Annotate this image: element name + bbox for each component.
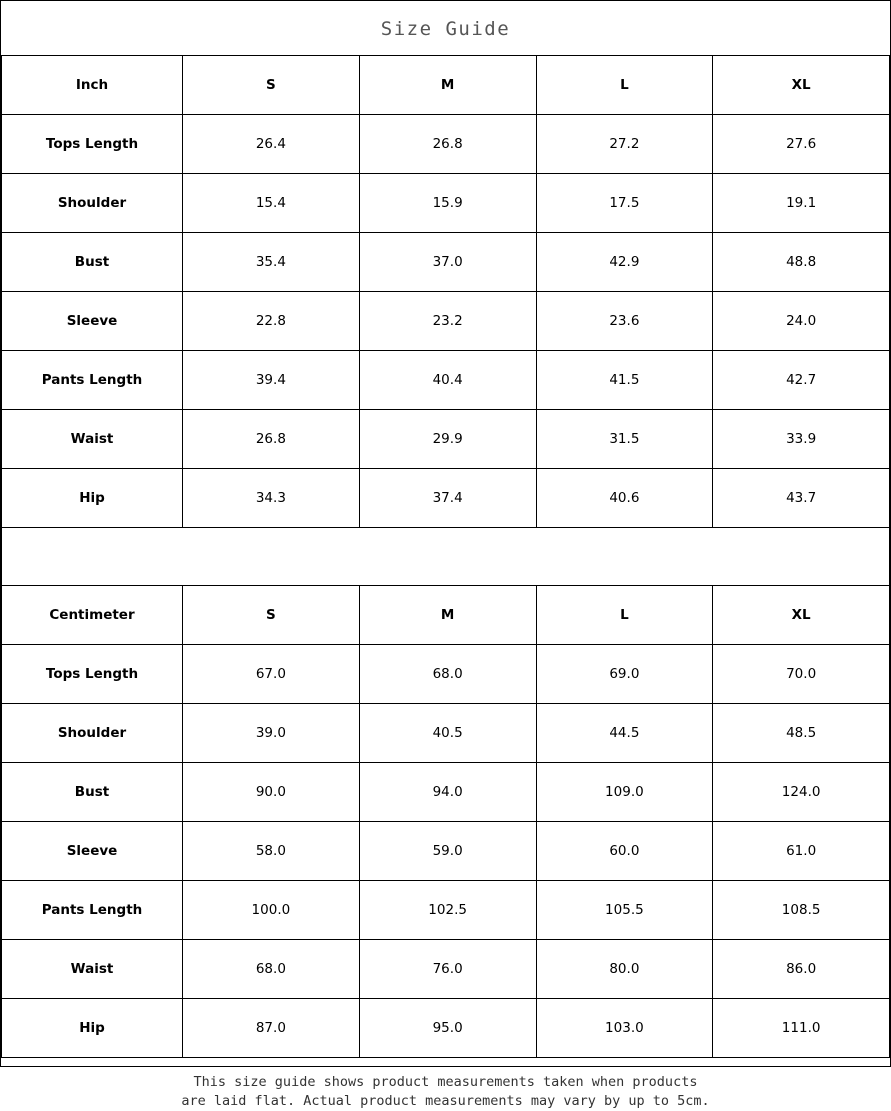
row-label: Bust: [2, 233, 183, 292]
footer-note: [1, 1058, 890, 1111]
row-value: 40.5: [359, 704, 536, 763]
size-header-m: M: [359, 56, 536, 115]
table-row: [2, 881, 890, 940]
row-label: Hip: [2, 469, 183, 528]
unit-label-inch: Inch: [2, 56, 183, 115]
row-value: 41.5: [536, 351, 713, 410]
page-title: Size Guide: [380, 18, 511, 40]
row-value: 111.0: [713, 999, 890, 1058]
table-row: [2, 469, 890, 528]
row-value: 23.6: [536, 292, 713, 351]
row-value: 40.6: [536, 469, 713, 528]
size-table-centimeter: [1, 585, 890, 1058]
row-value: 80.0: [536, 940, 713, 999]
row-value: 109.0: [536, 763, 713, 822]
row-value: 90.0: [183, 763, 360, 822]
row-label: Pants Length: [2, 351, 183, 410]
row-value: 17.5: [536, 174, 713, 233]
row-value: 70.0: [713, 645, 890, 704]
row-value: 68.0: [359, 645, 536, 704]
row-label: Tops Length: [2, 645, 183, 704]
table-header-row: [2, 56, 890, 115]
row-value: 102.5: [359, 881, 536, 940]
row-value: 19.1: [713, 174, 890, 233]
row-label: Sleeve: [2, 292, 183, 351]
table-row: [2, 292, 890, 351]
table-row: [2, 351, 890, 410]
row-value: 27.6: [713, 115, 890, 174]
table-row: [2, 115, 890, 174]
table-row: [2, 410, 890, 469]
size-header-m: M: [359, 586, 536, 645]
table-header-row: [2, 586, 890, 645]
row-value: 43.7: [713, 469, 890, 528]
row-value: 26.8: [359, 115, 536, 174]
row-value: 42.9: [536, 233, 713, 292]
row-value: 26.8: [183, 410, 360, 469]
row-value: 58.0: [183, 822, 360, 881]
size-header-s: S: [183, 586, 360, 645]
row-value: 76.0: [359, 940, 536, 999]
size-header-xl: XL: [713, 586, 890, 645]
row-value: 42.7: [713, 351, 890, 410]
row-value: 35.4: [183, 233, 360, 292]
size-header-l: L: [536, 586, 713, 645]
row-label: Waist: [2, 940, 183, 999]
row-value: 44.5: [536, 704, 713, 763]
row-value: 37.0: [359, 233, 536, 292]
table-row: [2, 999, 890, 1058]
table-separator: [1, 528, 890, 585]
row-value: 95.0: [359, 999, 536, 1058]
table-row: [2, 174, 890, 233]
row-value: 100.0: [183, 881, 360, 940]
table-row: [2, 763, 890, 822]
row-value: 59.0: [359, 822, 536, 881]
row-value: 69.0: [536, 645, 713, 704]
unit-label-centimeter: Centimeter: [2, 586, 183, 645]
row-value: 94.0: [359, 763, 536, 822]
size-table-inch: [1, 55, 890, 528]
row-value: 15.9: [359, 174, 536, 233]
row-value: 68.0: [183, 940, 360, 999]
row-value: 105.5: [536, 881, 713, 940]
row-value: 23.2: [359, 292, 536, 351]
size-header-xl: XL: [713, 56, 890, 115]
row-value: 39.4: [183, 351, 360, 410]
row-value: 27.2: [536, 115, 713, 174]
row-value: 39.0: [183, 704, 360, 763]
row-value: 22.8: [183, 292, 360, 351]
footer-note-line2: are laid flat. Actual product measurements may vary by up to 5cm.: [181, 1093, 710, 1109]
row-label: Sleeve: [2, 822, 183, 881]
table-row: [2, 645, 890, 704]
table-row: [2, 940, 890, 999]
row-label: Waist: [2, 410, 183, 469]
row-label: Shoulder: [2, 174, 183, 233]
row-value: 29.9: [359, 410, 536, 469]
row-value: 48.8: [713, 233, 890, 292]
footer-note-line1: This size guide shows product measurements taken when products: [193, 1074, 698, 1090]
row-label: Tops Length: [2, 115, 183, 174]
row-label: Bust: [2, 763, 183, 822]
size-header-s: S: [183, 56, 360, 115]
row-value: 108.5: [713, 881, 890, 940]
row-value: 15.4: [183, 174, 360, 233]
row-value: 33.9: [713, 410, 890, 469]
row-value: 37.4: [359, 469, 536, 528]
row-value: 86.0: [713, 940, 890, 999]
table-row: [2, 233, 890, 292]
row-value: 48.5: [713, 704, 890, 763]
row-value: 124.0: [713, 763, 890, 822]
row-label: Shoulder: [2, 704, 183, 763]
row-value: 31.5: [536, 410, 713, 469]
row-value: 87.0: [183, 999, 360, 1058]
row-value: 26.4: [183, 115, 360, 174]
row-value: 34.3: [183, 469, 360, 528]
row-value: 24.0: [713, 292, 890, 351]
row-label: Pants Length: [2, 881, 183, 940]
table-row: [2, 822, 890, 881]
row-value: 67.0: [183, 645, 360, 704]
table-row: [2, 704, 890, 763]
row-value: 60.0: [536, 822, 713, 881]
row-value: 103.0: [536, 999, 713, 1058]
row-value: 40.4: [359, 351, 536, 410]
size-header-l: L: [536, 56, 713, 115]
row-value: 61.0: [713, 822, 890, 881]
row-label: Hip: [2, 999, 183, 1058]
